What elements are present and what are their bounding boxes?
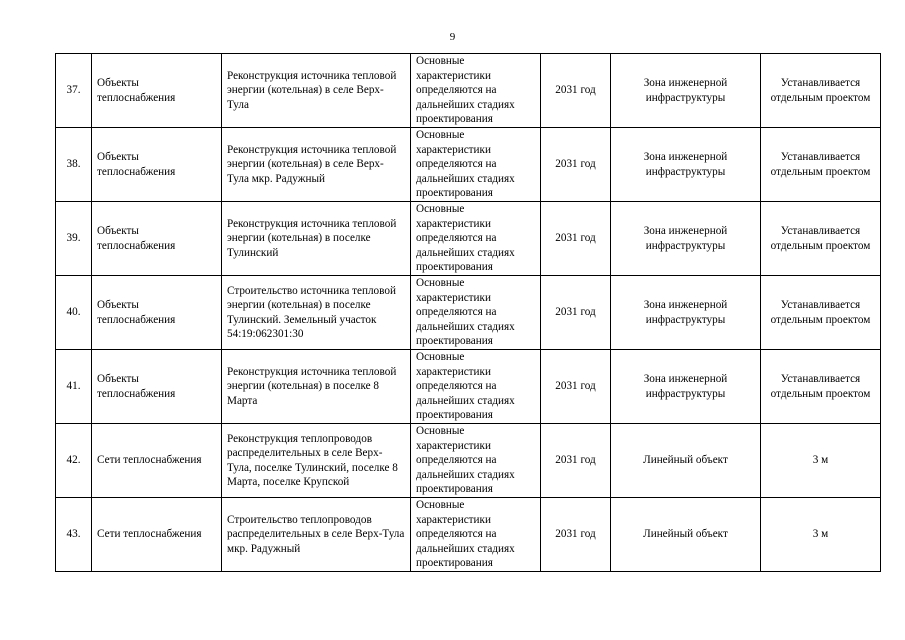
table-row <box>56 128 881 202</box>
characteristics-cell: Основные характеристики определяются на дальнейших стадиях проектирования <box>411 276 541 350</box>
zone-cell: Зона инженерной инфраструктуры <box>611 276 761 350</box>
table-row <box>56 498 881 572</box>
characteristics-cell: Основные характеристики определяются на дальнейших стадиях проектирования <box>411 424 541 498</box>
zone-cell: Зона инженерной инфраструктуры <box>611 54 761 128</box>
description-cell: Реконструкция источника тепловой энергии (котельная) в поселке 8 Марта <box>222 350 411 424</box>
year-cell: 2031 год <box>541 498 611 572</box>
table-row <box>56 276 881 350</box>
characteristics-cell: Основные характеристики определяются на дальнейших стадиях проектирования <box>411 128 541 202</box>
row-number: 41. <box>56 350 92 424</box>
year-cell: 2031 год <box>541 54 611 128</box>
zone-cell: Линейный объект <box>611 424 761 498</box>
object-type-cell: Объекты теплоснабжения <box>92 128 222 202</box>
year-cell: 2031 год <box>541 424 611 498</box>
object-type-cell: Объекты теплоснабжения <box>92 202 222 276</box>
object-type-cell: Объекты теплоснабжения <box>92 54 222 128</box>
characteristics-cell: Основные характеристики определяются на дальнейших стадиях проектирования <box>411 54 541 128</box>
protection-zone-cell: 3 м <box>761 424 881 498</box>
protection-zone-cell: Устанавливается отдельным проектом <box>761 128 881 202</box>
row-number: 43. <box>56 498 92 572</box>
table-row <box>56 350 881 424</box>
object-type-cell: Сети теплоснабжения <box>92 498 222 572</box>
row-number: 39. <box>56 202 92 276</box>
description-cell: Строительство теплопроводов распределительных в селе Верх-Тула мкр. Радужный <box>222 498 411 572</box>
description-cell: Реконструкция источника тепловой энергии (котельная) в поселке Тулинский <box>222 202 411 276</box>
table-row <box>56 54 881 128</box>
zone-cell: Зона инженерной инфраструктуры <box>611 128 761 202</box>
table-row <box>56 202 881 276</box>
protection-zone-cell: Устанавливается отдельным проектом <box>761 276 881 350</box>
description-cell: Реконструкция источника тепловой энергии (котельная) в селе Верх-Тула мкр. Радужный <box>222 128 411 202</box>
protection-zone-cell: Устанавливается отдельным проектом <box>761 202 881 276</box>
protection-zone-cell: Устанавливается отдельным проектом <box>761 350 881 424</box>
zone-cell: Зона инженерной инфраструктуры <box>611 202 761 276</box>
page-number: 9 <box>449 31 456 43</box>
characteristics-cell: Основные характеристики определяются на дальнейших стадиях проектирования <box>411 202 541 276</box>
object-type-cell: Сети теплоснабжения <box>92 424 222 498</box>
description-cell: Реконструкция теплопроводов распределительных в селе Верх-Тула, поселке Тулинский, поселке 8 Марта, поселке Крупской <box>222 424 411 498</box>
object-type-cell: Объекты теплоснабжения <box>92 276 222 350</box>
year-cell: 2031 год <box>541 202 611 276</box>
year-cell: 2031 год <box>541 128 611 202</box>
zone-cell: Зона инженерной инфраструктуры <box>611 350 761 424</box>
zone-cell: Линейный объект <box>611 498 761 572</box>
row-number: 38. <box>56 128 92 202</box>
description-cell: Строительство источника тепловой энергии (котельная) в поселке Тулинский. Земельный участок 54:19:062301:30 <box>222 276 411 350</box>
object-type-cell: Объекты теплоснабжения <box>92 350 222 424</box>
data-table <box>55 53 881 572</box>
protection-zone-cell: 3 м <box>761 498 881 572</box>
description-cell: Реконструкция источника тепловой энергии (котельная) в селе Верх-Тула <box>222 54 411 128</box>
characteristics-cell: Основные характеристики определяются на дальнейших стадиях проектирования <box>411 350 541 424</box>
year-cell: 2031 год <box>541 350 611 424</box>
row-number: 42. <box>56 424 92 498</box>
table-row <box>56 424 881 498</box>
row-number: 37. <box>56 54 92 128</box>
year-cell: 2031 год <box>541 276 611 350</box>
protection-zone-cell: Устанавливается отдельным проектом <box>761 54 881 128</box>
row-number: 40. <box>56 276 92 350</box>
characteristics-cell: Основные характеристики определяются на дальнейших стадиях проектирования <box>411 498 541 572</box>
